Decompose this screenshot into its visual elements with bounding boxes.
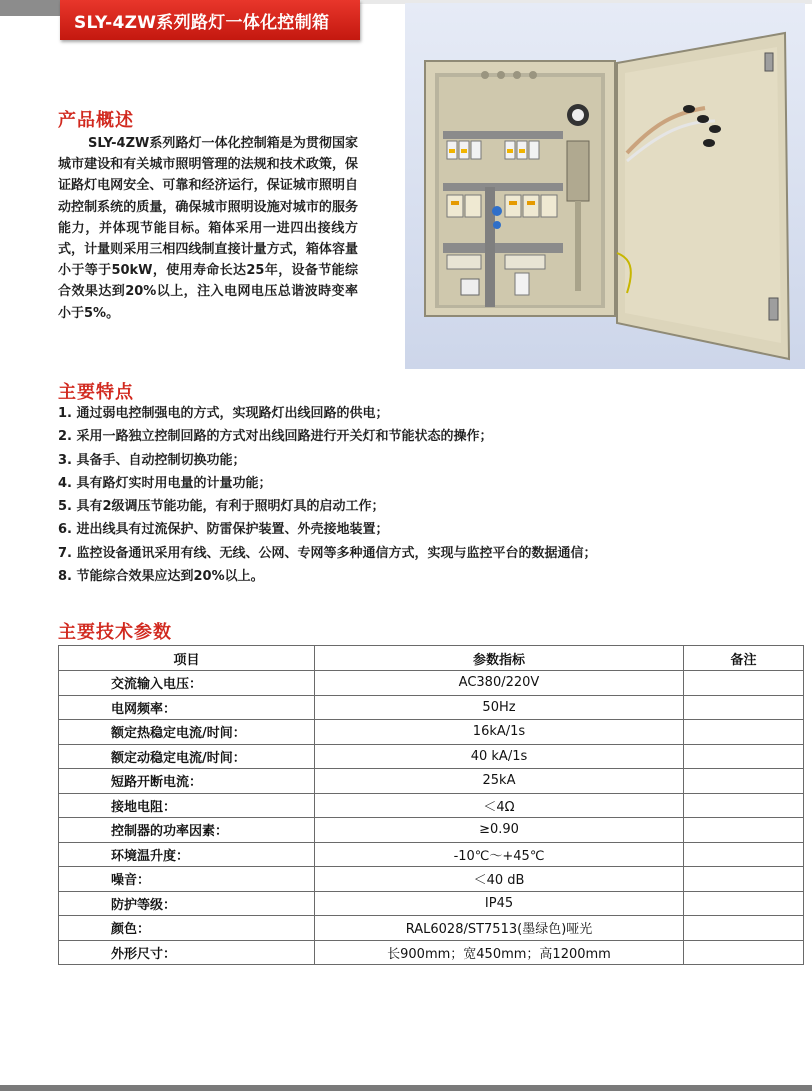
list-item: 8. 节能综合效果应达到20%以上。 — [58, 569, 264, 585]
table-row — [59, 842, 804, 867]
spec-table — [58, 645, 804, 965]
row-value: 长900mm；宽450mm；高1200mm — [315, 940, 684, 965]
row-value: IP45 — [315, 891, 684, 916]
row-item: 短路开断电流： — [59, 769, 315, 794]
list-item: 1. 通过弱电控制强电的方式，实现路灯出线回路的供电； — [58, 406, 389, 421]
row-note — [684, 769, 804, 794]
list-item: 5. 具有2级调压节能功能，有利于照明灯具的启动工作； — [58, 499, 385, 515]
table-row — [59, 793, 804, 818]
row-value: ＜40 dB — [315, 867, 684, 892]
row-value: 40 kA/1s — [315, 744, 684, 769]
row-value: 25kA — [315, 769, 684, 794]
row-item: 额定动稳定电流/时间： — [59, 744, 315, 769]
list-item: 2. 采用一路独立控制回路的方式对出线回路进行开关灯和节能状态的操作； — [58, 429, 493, 445]
column-header-item: 项目 — [59, 646, 315, 671]
row-item: 接地电阻： — [59, 793, 315, 818]
row-value: -10℃～+45℃ — [315, 842, 684, 867]
overview-paragraph — [58, 133, 358, 324]
row-value: ＜4Ω — [315, 793, 684, 818]
row-note — [684, 744, 804, 769]
row-note — [684, 793, 804, 818]
row-item: 颜色： — [59, 916, 315, 941]
row-note — [684, 916, 804, 941]
table-row — [59, 744, 804, 769]
table-row — [59, 769, 804, 794]
row-value: 50Hz — [315, 695, 684, 720]
list-item: 4. 具有路灯实时用电量的计量功能； — [58, 475, 272, 491]
row-note — [684, 891, 804, 916]
table-row — [59, 720, 804, 745]
list-item: 6. 进出线具有过流保护、防雷保护装置、外壳接地装置； — [58, 522, 389, 538]
list-item: 3. 具备手、自动控制切换功能； — [58, 452, 246, 468]
row-note — [684, 842, 804, 867]
table-row — [59, 818, 804, 843]
row-item: 防护等级： — [59, 891, 315, 916]
row-note — [684, 818, 804, 843]
row-value: 16kA/1s — [315, 720, 684, 745]
row-item: 环境温升度： — [59, 842, 315, 867]
overview-heading: 产品概述 — [58, 110, 134, 131]
column-header-value: 参数指标 — [315, 646, 684, 671]
row-note — [684, 695, 804, 720]
row-note — [684, 720, 804, 745]
row-value: AC380/220V — [315, 671, 684, 696]
bottom-strip — [0, 1085, 812, 1091]
list-item: 7. 监控设备通讯采用有线、无线、公网、专网等多种通信方式，实现与监控平台的数据通信； — [58, 545, 597, 561]
control-cabinet-illustration — [405, 3, 805, 369]
table-row — [59, 891, 804, 916]
row-item: 交流输入电压： — [59, 671, 315, 696]
features-list — [58, 402, 597, 588]
page-title: SLY-4ZW系列路灯一体化控制箱 — [74, 13, 330, 33]
table-header-row — [59, 646, 804, 671]
row-note — [684, 671, 804, 696]
overview-text: SLY-4ZW系列路灯一体化控制箱是为贯彻国家城市建设和有关城市照明管理的法规和技术政策，保证路灯电网安全、可靠和经济运行，保证城市照明自动控制系统的质量，确保城市照明设施对城市的服务能力，并体现节能目标。箱体采用一进四出接线方式，计量则采用三相四线制直接计量方式，箱体容量小于等于50kW，使用寿命长达25年，设备节能综合效果达到20%以上，注入电网电压总谐波時变率小于5%。 — [58, 136, 358, 321]
row-item: 控制器的功率因素： — [59, 818, 315, 843]
table-row — [59, 695, 804, 720]
table-row — [59, 867, 804, 892]
row-item: 外形尺寸： — [59, 940, 315, 965]
row-value: ≥0.90 — [315, 818, 684, 843]
column-header-note: 备注 — [684, 646, 804, 671]
corner-bar — [0, 0, 60, 16]
table-row — [59, 671, 804, 696]
row-item: 电网频率： — [59, 695, 315, 720]
row-value: RAL6028/ST7513(墨绿色)哑光 — [315, 916, 684, 941]
table-row — [59, 940, 804, 965]
product-photo — [405, 3, 805, 369]
row-item: 额定热稳定电流/时间： — [59, 720, 315, 745]
features-heading: 主要特点 — [58, 382, 134, 403]
row-item: 噪音： — [59, 867, 315, 892]
row-note — [684, 867, 804, 892]
title-banner — [60, 0, 360, 40]
table-row — [59, 916, 804, 941]
specs-heading: 主要技术参数 — [58, 622, 172, 643]
row-note — [684, 940, 804, 965]
